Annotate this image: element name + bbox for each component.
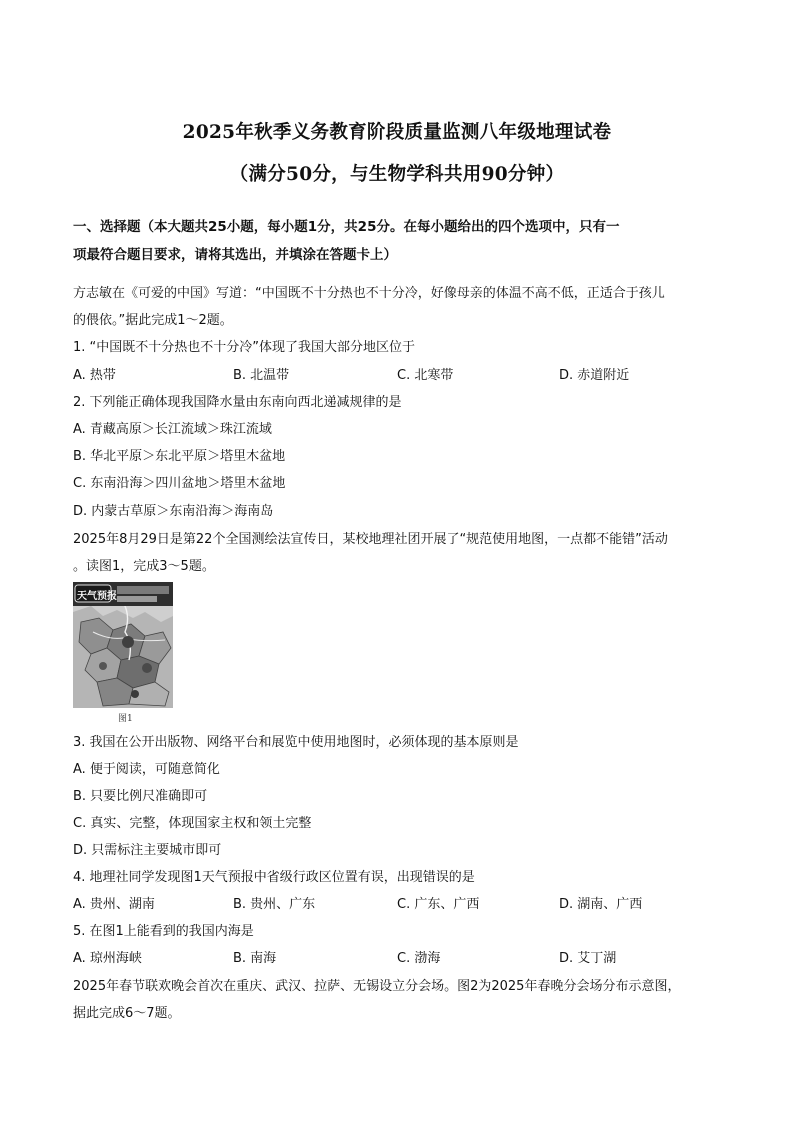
- section-heading-line2: 项最符合题目要求，请将其选出，并填涂在答题卡上）: [73, 247, 397, 263]
- intro3-line2: 据此完成6～7题。: [73, 1006, 181, 1021]
- q3-option-b: B. 只要比例尺准确即可: [73, 789, 208, 804]
- q1-option-d: D. 赤道附近: [559, 368, 630, 383]
- exam-title: 2025年秋季义务教育阶段质量监测八年级地理试卷: [182, 122, 612, 143]
- q4-option-c: C. 广东、广西: [397, 897, 480, 912]
- q5-option-d: D. 艾丁湖: [559, 951, 617, 966]
- q2-option-b: B. 华北平原＞东北平原＞塔里木盆地: [73, 449, 286, 464]
- q4-option-b: B. 贵州、广东: [233, 897, 316, 912]
- section-heading-line1: 一、选择题（本大题共25小题，每小题1分，共25分。在每小题给出的四个选项中，只有一: [73, 219, 620, 235]
- q1-option-b: B. 北温带: [233, 368, 290, 383]
- q4-option-a: A. 贵州、湖南: [73, 897, 155, 912]
- q3-stem: 3. 我国在公开出版物、网络平台和展览中使用地图时，必须体现的基本原则是: [73, 735, 519, 750]
- q1-stem: 1. “中国既不十分热也不十分冷”体现了我国大部分地区位于: [73, 340, 416, 355]
- weather-badge: 天气预报: [77, 591, 117, 602]
- intro2-line2: 。读图1，完成3～5题。: [73, 559, 215, 574]
- intro1-line1: 方志敏在《可爱的中国》写道：“中国既不十分热也不十分冷，好像母亲的体温不高不低，正适合于孩儿: [73, 286, 665, 301]
- q4-option-d: D. 湖南、广西: [559, 897, 643, 912]
- q2-stem: 2. 下列能正确体现我国降水量由东南向西北递减规律的是: [73, 395, 402, 410]
- exam-subtitle: （满分50分，与生物学科共用90分钟）: [229, 164, 565, 185]
- figure1-weather-map: [73, 582, 173, 708]
- q5-option-c: C. 渤海: [397, 951, 441, 966]
- q5-option-b: B. 南海: [233, 951, 277, 966]
- q2-option-a: A. 青藏高原＞长江流域＞珠江流域: [73, 422, 272, 437]
- q1-option-a: A. 热带: [73, 368, 116, 383]
- figure1-caption: 图1: [118, 714, 133, 724]
- intro1-line2: 的偎依。”据此完成1～2题。: [73, 313, 233, 328]
- q3-option-c: C. 真实、完整，体现国家主权和领土完整: [73, 816, 312, 831]
- q1-option-c: C. 北寒带: [397, 368, 454, 383]
- q5-option-a: A. 琼州海峡: [73, 951, 142, 966]
- q5-stem: 5. 在图1上能看到的我国内海是: [73, 924, 254, 939]
- intro2-line1: 2025年8月29日是第22个全国测绘法宣传日，某校地理社团开展了“规范使用地图，一点都不能错”活动: [73, 532, 668, 547]
- q3-option-d: D. 只需标注主要城市即可: [73, 843, 222, 858]
- q2-option-d: D. 内蒙古草原＞东南沿海＞海南岛: [73, 504, 274, 519]
- intro3-line1: 2025年春节联欢晚会首次在重庆、武汉、拉萨、无锡设立分会场。图2为2025年春晚分会场分布示意图，: [73, 979, 681, 994]
- q4-stem: 4. 地理社同学发现图1天气预报中省级行政区位置有误，出现错误的是: [73, 870, 475, 885]
- q2-option-c: C. 东南沿海＞四川盆地＞塔里木盆地: [73, 476, 286, 491]
- q3-option-a: A. 便于阅读，可随意简化: [73, 762, 220, 777]
